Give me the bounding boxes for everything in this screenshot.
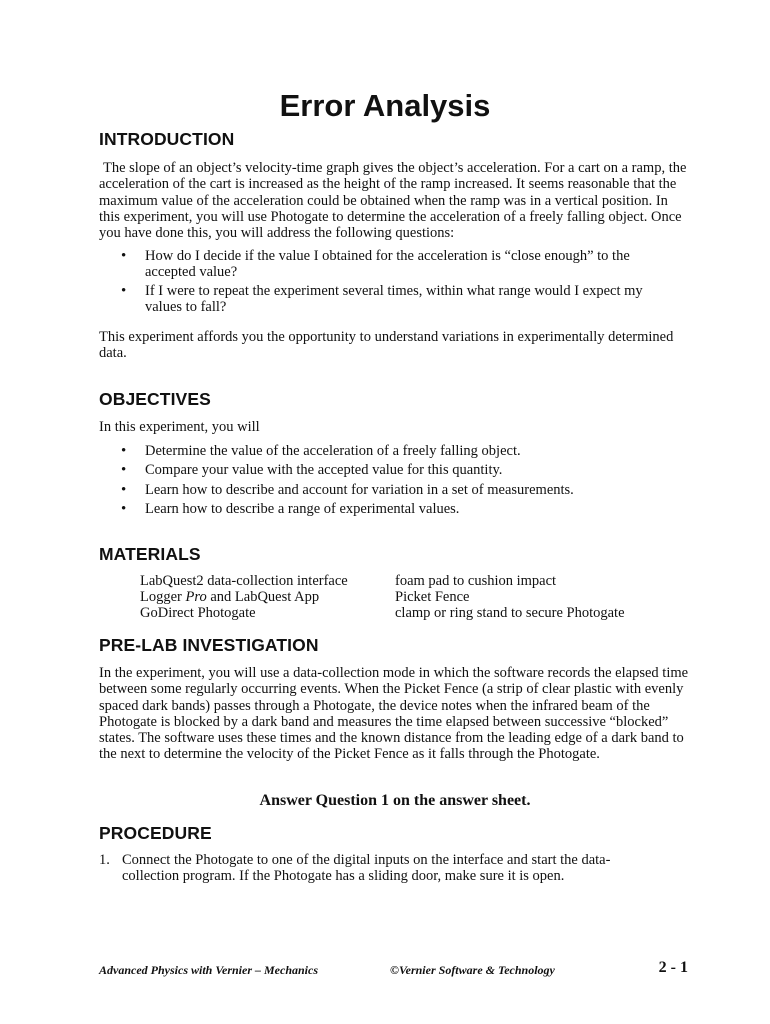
material-item: LabQuest2 data-collection interface <box>140 573 348 589</box>
footer-copyright: ©Vernier Software & Technology <box>390 963 555 977</box>
step-number: 1. <box>99 852 110 868</box>
procedure-steps <box>99 852 659 885</box>
footer-book-title: Advanced Physics with Vernier – Mechanics <box>99 963 319 977</box>
materials-left-column <box>140 574 348 621</box>
objective-item: • Compare your value with the accepted value for this quantity. <box>119 462 679 478</box>
introduction-heading: INTRODUCTION <box>99 129 235 149</box>
page-number: 2 - 1 <box>658 959 688 976</box>
question-item: • How do I decide if the value I obtained for the acceleration is “close enough” to the accepted value? <box>119 248 679 281</box>
material-item: Logger Pro and LabQuest App <box>140 588 320 605</box>
prelab-heading: PRE-LAB INVESTIGATION <box>99 635 319 655</box>
objective-item: • Learn how to describe and account for variation in a set of measurements. <box>119 482 679 498</box>
page-title: Error Analysis <box>279 88 491 123</box>
objectives-intro: In this experiment, you will <box>99 419 260 435</box>
objectives-list <box>119 443 679 517</box>
step-text: Connect the Photogate to one of the digital inputs on the interface and start the data-collection program. If the Photogate has a sliding door, make sure it is open. <box>122 852 611 885</box>
material-item: foam pad to cushion impact <box>395 573 557 589</box>
procedure-heading: PROCEDURE <box>99 823 212 843</box>
material-item: GoDirect Photogate <box>140 604 256 621</box>
objective-item: • Determine the value of the acceleration of a freely falling object. <box>119 443 679 459</box>
materials-heading: MATERIALS <box>99 544 201 564</box>
procedure-step <box>99 852 659 885</box>
objective-item: • Learn how to describe a range of experimental values. <box>119 501 679 517</box>
material-item: clamp or ring stand to secure Photogate <box>395 604 625 621</box>
answer-sheet-note: Answer Question 1 on the answer sheet. <box>259 792 531 809</box>
prelab-paragraph: In the experiment, you will use a data-collection mode in which the software records the elapsed time between some regularly occurring events. When the Picket Fence (a strip of clear plastic with evenly spaced dark bands) passes through a Photogate, the device notes when the infrared beam of the Photogate is blocked by a dark band and measures the time elapsed between successive “blocked” states. The software uses these times and the known distance from the leading edge of a dark band to the next to determine the velocity of the Picket Fence as it falls through the Photogate. <box>99 665 689 763</box>
objectives-heading: OBJECTIVES <box>99 389 211 409</box>
question-item: • If I were to repeat the experiment several times, within what range would I expect my values to fall? <box>119 283 679 316</box>
material-item: Picket Fence <box>395 588 470 605</box>
introduction-paragraph: The slope of an object’s velocity-time graph gives the object’s acceleration. For a cart on a ramp, the acceleration of the cart is increased as the height of the ramp increased. It seems reasonable that the maximum value of the acceleration could be obtained when the ramp was in a vertical position. In this experiment, you will use Photogate to determine the acceleration of a freely falling object. Once you have done this, you will address the following questions: <box>99 160 687 242</box>
materials-right-column <box>395 574 625 621</box>
introduction-closing-paragraph: This experiment affords you the opportunity to understand variations in experimentally determined data. <box>99 329 674 362</box>
introduction-questions-list <box>119 248 679 315</box>
